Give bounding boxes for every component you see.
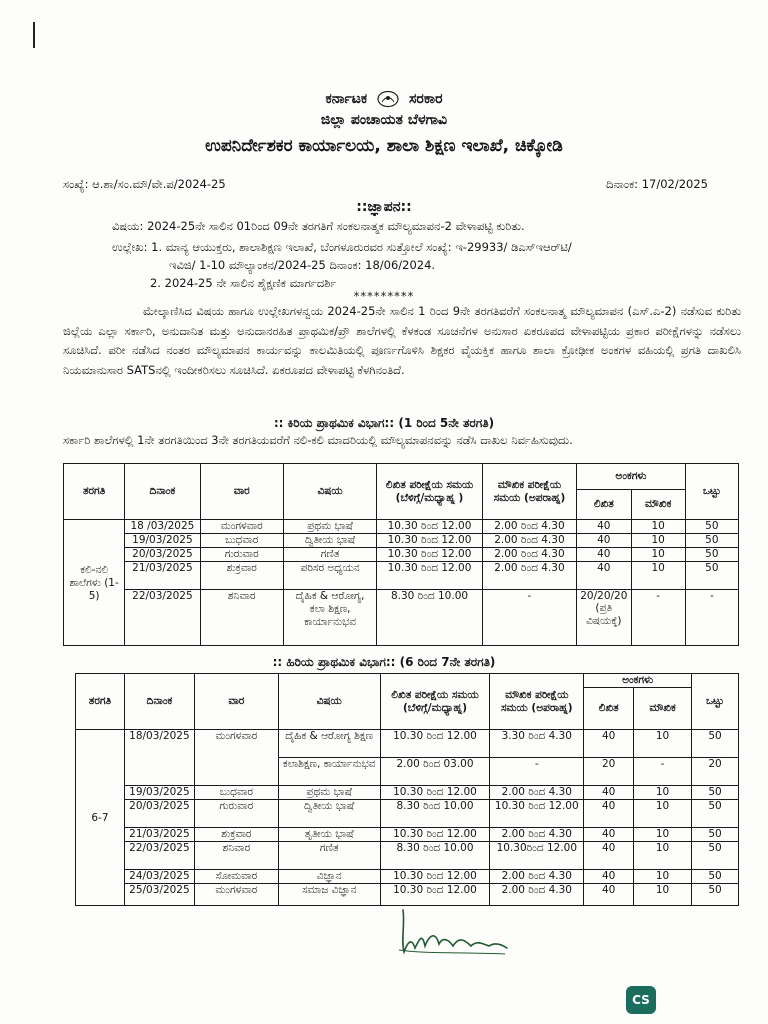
day-cell: ಬುಧವಾರ xyxy=(194,786,278,800)
header-government xyxy=(0,90,768,108)
memo-body xyxy=(63,302,741,380)
written-time-cell: 10.30 ರಿಂದ 12.00 xyxy=(377,534,482,548)
separator-stars: ********* xyxy=(353,289,415,303)
table-row xyxy=(64,534,739,548)
subject-cell: ತೃತೀಯ ಭಾಷೆ xyxy=(278,828,380,842)
table-row xyxy=(64,548,739,562)
table-row xyxy=(76,870,739,884)
marks-written-cell: 40 xyxy=(584,870,634,884)
marks-written-cell: 20/20/20 (ಪ್ರತಿ ವಿಷಯಕ್ಕೆ) xyxy=(577,590,631,646)
col-header-class: ತರಗತಿ xyxy=(76,674,125,730)
date-cell: 20/03/2025 xyxy=(125,548,200,562)
signature-icon xyxy=(395,906,511,962)
written-time-cell: 2.00 ರಿಂದ 03.00 xyxy=(380,758,490,786)
col-header-marks-oral: ಮೌಖಿಕ xyxy=(634,688,692,730)
reference-number: ಸಂಖ್ಯೆ: ಆ.ಶಾ/ಸಂ.ಮೌ/ವೇ.ಪ/2024-25 xyxy=(63,177,226,191)
reference-date: ದಿನಾಂಕ: 17/02/2025 xyxy=(606,177,708,191)
table-row xyxy=(76,842,739,870)
table-row xyxy=(76,884,739,906)
marks-oral-cell: 10 xyxy=(631,548,685,562)
day-cell: ಶನಿವಾರ xyxy=(194,842,278,870)
day-cell: ಶುಕ್ರವಾರ xyxy=(200,562,283,590)
marks-oral-cell: 10 xyxy=(634,870,692,884)
oral-time-cell: 2.00 ರಿಂದ 4.30 xyxy=(482,548,576,562)
date-cell: 18 /03/2025 xyxy=(125,520,200,534)
reference-line-2: ಇವಿಜಿ/ 1-10 ಮೌಲ್ಯಾಂಕನ/2024-25 ದಿನಾಂಕ: 18/06/2024. xyxy=(169,258,436,272)
total-cell: 50 xyxy=(692,800,739,828)
total-cell: 50 xyxy=(685,562,738,590)
reference-line-3: 2. 2024-25 ನೇ ಸಾಲಿನ ಶೈಕ್ಷಣಿಕ ಮಾರ್ಗದರ್ಶಿ xyxy=(150,276,337,290)
day-cell: ಶನಿವಾರ xyxy=(200,590,283,646)
marks-written-cell: 40 xyxy=(577,562,631,590)
total-cell: 50 xyxy=(692,786,739,800)
memo-title: ::ಜ್ಞಾಪನ:: xyxy=(356,199,412,215)
col-header-written-time: ಲಿಖಿತ ಪರೀಕ್ಷೆಯ ಸಮಯ (ಬೆಳಿಗ್ಗೆ/ಮಧ್ಯಾಹ್ನ) xyxy=(380,674,490,730)
subject-cell: ಗಣಿತ xyxy=(283,548,376,562)
scan-edge-mark xyxy=(33,22,35,48)
marks-written-cell: 40 xyxy=(584,800,634,828)
total-cell: 50 xyxy=(685,548,738,562)
marks-written-cell: 40 xyxy=(577,548,631,562)
state-emblem-icon xyxy=(376,90,400,108)
header-government-label: ಸರಕಾರ xyxy=(408,91,443,107)
marks-written-cell: 40 xyxy=(584,842,634,870)
table-row xyxy=(76,730,739,758)
day-cell: ಮಂಗಳವಾರ xyxy=(200,520,283,534)
marks-written-cell: 40 xyxy=(577,534,631,548)
marks-oral-cell: 10 xyxy=(634,842,692,870)
marks-oral-cell: 10 xyxy=(634,884,692,906)
subject-cell: ಗಣಿತ xyxy=(278,842,380,870)
header-office-name: ಉಪನಿರ್ದೇಶಕರ ಕಾರ್ಯಾಲಯ, ಶಾಲಾ ಶಿಕ್ಷಣ ಇಲಾಖೆ, ಚಿಕ್ಕೋಡಿ xyxy=(205,136,563,156)
oral-time-cell: - xyxy=(482,590,576,646)
subject-cell: ಪ್ರಥಮ ಭಾಷೆ xyxy=(283,520,376,534)
date-cell: 21/03/2025 xyxy=(125,562,200,590)
oral-time-cell: 2.00 ರಿಂದ 4.30 xyxy=(490,786,584,800)
col-header-date: ದಿನಾಂಕ xyxy=(124,674,194,730)
total-cell: 50 xyxy=(692,870,739,884)
date-cell: 22/03/2025 xyxy=(124,842,194,870)
oral-time-cell: 2.00 ರಿಂದ 4.30 xyxy=(482,562,576,590)
oral-time-cell: 2.00 ರಿಂದ 4.30 xyxy=(490,870,584,884)
written-time-cell: 10.30 ರಿಂದ 12.00 xyxy=(380,884,490,906)
day-cell: ಗುರುವಾರ xyxy=(194,800,278,828)
col-header-oral-time: ಮೌಖಿಕ ಪರೀಕ್ಷೆಯ ಸಮಯ (ಅಪರಾಹ್ನ) xyxy=(490,674,584,730)
date-cell: 18/03/2025 xyxy=(124,730,194,786)
subject-cell: ದೈಹಿಕ & ಆರೋಗ್ಯ ಶಿಕ್ಷಣ xyxy=(278,730,380,758)
higher-primary-timetable xyxy=(75,673,739,906)
day-cell: ಗುರುವಾರ xyxy=(200,548,283,562)
memo-subject: ವಿಷಯ: 2024-25ನೇ ಸಾಲಿನ 01ರಿಂದ 09ನೇ ತರಗತಿಗೆ ಸಂಕಲನಾತ್ಮಕ ಮೌಲ್ಯಮಾಪನ-2 ವೇಳಾಪಟ್ಟಿ ಕುರಿತು. xyxy=(112,219,525,233)
col-header-written-time: ಲಿಖಿತ ಪರೀಕ್ಷೆಯ ಸಮಯ (ಬೆಳಿಗ್ಗೆ/ಮಧ್ಯಾಹ್ನ ) xyxy=(377,464,482,520)
marks-oral-cell: 10 xyxy=(634,800,692,828)
oral-time-cell: 2.00 ರಿಂದ 4.30 xyxy=(490,884,584,906)
date-cell: 19/03/2025 xyxy=(124,786,194,800)
table-row xyxy=(76,786,739,800)
total-cell: 50 xyxy=(692,884,739,906)
class-cell: ಕಲಿ-ನಲಿ ಶಾಲೆಗಳು (1-5) xyxy=(64,520,125,646)
header-state-label: ಕರ್ನಾಟಕ xyxy=(325,91,368,107)
table-row xyxy=(64,590,739,646)
total-cell: 50 xyxy=(685,520,738,534)
marks-written-cell: 20 xyxy=(584,758,634,786)
date-cell: 22/03/2025 xyxy=(125,590,200,646)
day-cell: ಶುಕ್ರವಾರ xyxy=(194,828,278,842)
written-time-cell: 8.30 ರಿಂದ 10.00 xyxy=(380,842,490,870)
oral-time-cell: 10.30 ರಿಂದ 12.00 xyxy=(490,800,584,828)
marks-oral-cell: 10 xyxy=(634,730,692,758)
subject-cell: ಪರಿಸರ ಅಧ್ಯಯನ xyxy=(283,562,376,590)
table-row xyxy=(64,520,739,534)
written-time-cell: 10.30 ರಿಂದ 12.00 xyxy=(380,828,490,842)
written-time-cell: 8.30 ರಿಂದ 10.00 xyxy=(377,590,482,646)
oral-time-cell: - xyxy=(490,758,584,786)
table-row xyxy=(76,828,739,842)
written-time-cell: 10.30 ರಿಂದ 12.00 xyxy=(377,562,482,590)
col-header-marks: ಅಂಕಗಳು xyxy=(584,674,692,688)
subject-cell: ದ್ವಿತೀಯ ಭಾಷೆ xyxy=(283,534,376,548)
marks-oral-cell: 10 xyxy=(634,786,692,800)
col-header-class: ತರಗತಿ xyxy=(64,464,125,520)
col-header-total: ಒಟ್ಟು xyxy=(692,674,739,730)
col-header-marks-written: ಲಿಖಿತ xyxy=(577,490,631,520)
col-header-marks: ಅಂಕಗಳು xyxy=(577,464,686,490)
date-cell: 25/03/2025 xyxy=(124,884,194,906)
marks-written-cell: 40 xyxy=(584,884,634,906)
day-cell: ಮಂಗಳವಾರ xyxy=(194,730,278,786)
col-header-subject: ವಿಷಯ xyxy=(283,464,376,520)
marks-oral-cell: - xyxy=(634,758,692,786)
date-cell: 19/03/2025 xyxy=(125,534,200,548)
subject-cell: ದ್ವಿತೀಯ ಭಾಷೆ xyxy=(278,800,380,828)
oral-time-cell: 2.00 ರಿಂದ 4.30 xyxy=(490,828,584,842)
day-cell: ಬುಧವಾರ xyxy=(200,534,283,548)
marks-oral-cell: 10 xyxy=(631,562,685,590)
col-header-oral-time: ಮೌಖಿಕ ಪರೀಕ್ಷೆಯ ಸಮಯ (ಅಪರಾಹ್ನ) xyxy=(482,464,576,520)
total-cell: 50 xyxy=(692,842,739,870)
written-time-cell: 10.30 ರಿಂದ 12.00 xyxy=(377,520,482,534)
section-lower-primary-heading: :: ಕಿರಿಯ ಪ್ರಾಥಮಿಕ ವಿಭಾಗ:: (1 ರಿಂದ 5ನೇ ತರಗತಿ) xyxy=(273,416,495,430)
oral-time-cell: 2.00 ರಿಂದ 4.30 xyxy=(482,520,576,534)
memo-references xyxy=(112,238,737,292)
written-time-cell: 10.30 ರಿಂದ 12.00 xyxy=(380,730,490,758)
date-cell: 20/03/2025 xyxy=(124,800,194,828)
written-time-cell: 10.30 ರಿಂದ 12.00 xyxy=(380,786,490,800)
col-header-marks-written: ಲಿಖಿತ xyxy=(584,688,634,730)
day-cell: ಸೋಮವಾರ xyxy=(194,870,278,884)
written-time-cell: 10.30 ರಿಂದ 12.00 xyxy=(377,548,482,562)
class-cell: 6-7 xyxy=(76,730,125,906)
col-header-date: ದಿನಾಂಕ xyxy=(125,464,200,520)
memo-body-text: ಮೇಲ್ಕಾಣಿಸಿದ ವಿಷಯ ಹಾಗೂ ಉಲ್ಲೇಖಗಳನ್ವಯ 2024-25ನೇ ಸಾಲಿನ 1 ರಿಂದ 9ನೇ ತರಗತಿವರೆಗೆ ಸಂಕಲನಾತ್ಮ ಮೌಲ್ಯಮಾಪನ (ಎಸ್.ಎ-2) ನಡೆಸುವ ಕುರಿತು ಜಿಲ್ಲೆಯ ಎಲ್ಲಾ ಸರ್ಕಾರಿ, ಅನುದಾನಿತ ಮತ್ತು ಅನುದಾನರಹಿತ ಪ್ರಾಥಮಿಕ/ಪ್ರೌ ಶಾಲೆಗಳಲ್ಲಿ ಕೆಳಕಂಡ ಸೂಚನೆಗಳ ಅನುಸಾರ ಏಕರೂಪದ ವೇಳಾಪಟ್ಟಿಯ ಪ್ರಕಾರ ಪರೀಕ್ಷೆಗಳನ್ನು ನಡೆಸಲು ಸೂಚಿಸಿದೆ. ಪರೀ ನಡೆಸಿದ ನಂತರ ಮೌಲ್ಯಮಾಪನ ಕಾರ್ಯವನ್ನು ಕಾಲಮಿತಿಯಲ್ಲಿ ಪೂರ್ಣಗೊಳಿಸಿ ಶಿಕ್ಷಕರ ವೈಯಕ್ತಿಕ ಹಾಗೂ ಶಾಲಾ ಕ್ರೋಢೀಕ ಅಂಕಗಳ ವಹಿಯಲ್ಲಿ ಪ್ರಗತಿ ದಾಖಲಿಸಿ ನಿಯಮಾನುಸಾರ SATSನಲ್ಲಿ ಇಂದೀಕರಿಸಲು ಸೂಚಿಸಿದೆ. ಏಕರೂಪದ ವೇಳಾಪಟ್ಟಿ ಕೆಳಗಿನಂತಿದೆ. xyxy=(63,304,741,377)
marks-written-cell: 40 xyxy=(584,786,634,800)
total-cell: 50 xyxy=(685,534,738,548)
oral-time-cell: 10.30ರಿಂದ 12.00 xyxy=(490,842,584,870)
col-header-subject: ವಿಷಯ xyxy=(278,674,380,730)
marks-oral-cell: 10 xyxy=(634,828,692,842)
camscanner-badge-icon: CS xyxy=(626,986,656,1014)
written-time-cell: 10.30 ರಿಂದ 12.00 xyxy=(380,870,490,884)
subject-cell: ಪ್ರಥಮ ಭಾಷೆ xyxy=(278,786,380,800)
col-header-day: ವಾರ xyxy=(194,674,278,730)
oral-time-cell: 2.00 ರಿಂದ 4.30 xyxy=(482,534,576,548)
date-cell: 24/03/2025 xyxy=(124,870,194,884)
marks-oral-cell: - xyxy=(631,590,685,646)
lower-primary-timetable xyxy=(63,463,739,646)
total-cell: - xyxy=(685,590,738,646)
day-cell: ಮಂಗಳವಾರ xyxy=(194,884,278,906)
section-higher-primary-heading: :: ಹಿರಿಯ ಪ್ರಾಥಮಿಕ ವಿಭಾಗ:: (6 ರಿಂದ 7ನೇ ತರಗತಿ) xyxy=(272,655,496,669)
subject-cell: ದೈಹಿಕ & ಆರೋಗ್ಯ, ಕಲಾ ಶಿಕ್ಷಣ, ಕಾರ್ಯಾನುಭವ xyxy=(283,590,376,646)
subject-cell: ವಿಜ್ಞಾನ xyxy=(278,870,380,884)
marks-oral-cell: 10 xyxy=(631,520,685,534)
header-district-panchayat: ಜಿಲ್ಲಾ ಪಂಚಾಯತ ಬೆಳಗಾವಿ xyxy=(320,112,448,128)
col-header-day: ವಾರ xyxy=(200,464,283,520)
written-time-cell: 8.30 ರಿಂದ 10.00 xyxy=(380,800,490,828)
total-cell: 50 xyxy=(692,730,739,758)
col-header-marks-oral: ಮೌಖಿಕ xyxy=(631,490,685,520)
col-header-total: ಒಟ್ಟು xyxy=(685,464,738,520)
subject-cell: ಕಲಾಶಿಕ್ಷಣ, ಕಾರ್ಯಾನುಭವ xyxy=(278,758,380,786)
table-row xyxy=(64,562,739,590)
table-row xyxy=(76,800,739,828)
marks-written-cell: 40 xyxy=(584,828,634,842)
reference-line-1: ಉಲ್ಲೇಖ: 1. ಮಾನ್ಯ ಆಯುಕ್ತರು, ಶಾಲಾಶಿಕ್ಷಣ ಇಲಾಖೆ, ಬೆಂಗಳೂರುರವರ ಸುತ್ತೋಲೆ ಸಂಖ್ಯೆ: ಇ-29933/ ಡಿಎಸ್ಇಆರ್‌ಟಿ/ xyxy=(112,240,572,254)
section-lower-primary-note: ಸರ್ಕಾರಿ ಶಾಲೆಗಳಲ್ಲಿ 1ನೇ ತರಗತಿಯಿಂದ 3ನೇ ತರಗತಿಯವರೆಗೆ ನಲಿ-ಕಲಿ ಮಾದರಿಯಲ್ಲಿ ಮೌಲ್ಯಮಾಪನವನ್ನು ನಡೆಸಿ ದಾಖಲ ನಿರ್ವಹಿಸುವುದು. xyxy=(63,433,573,447)
date-cell: 21/03/2025 xyxy=(124,828,194,842)
marks-oral-cell: 10 xyxy=(631,534,685,548)
subject-cell: ಸಮಾಜ ವಿಜ್ಞಾನ xyxy=(278,884,380,906)
total-cell: 20 xyxy=(692,758,739,786)
oral-time-cell: 3.30 ರಿಂದ 4.30 xyxy=(490,730,584,758)
marks-written-cell: 40 xyxy=(584,730,634,758)
marks-written-cell: 40 xyxy=(577,520,631,534)
total-cell: 50 xyxy=(692,828,739,842)
